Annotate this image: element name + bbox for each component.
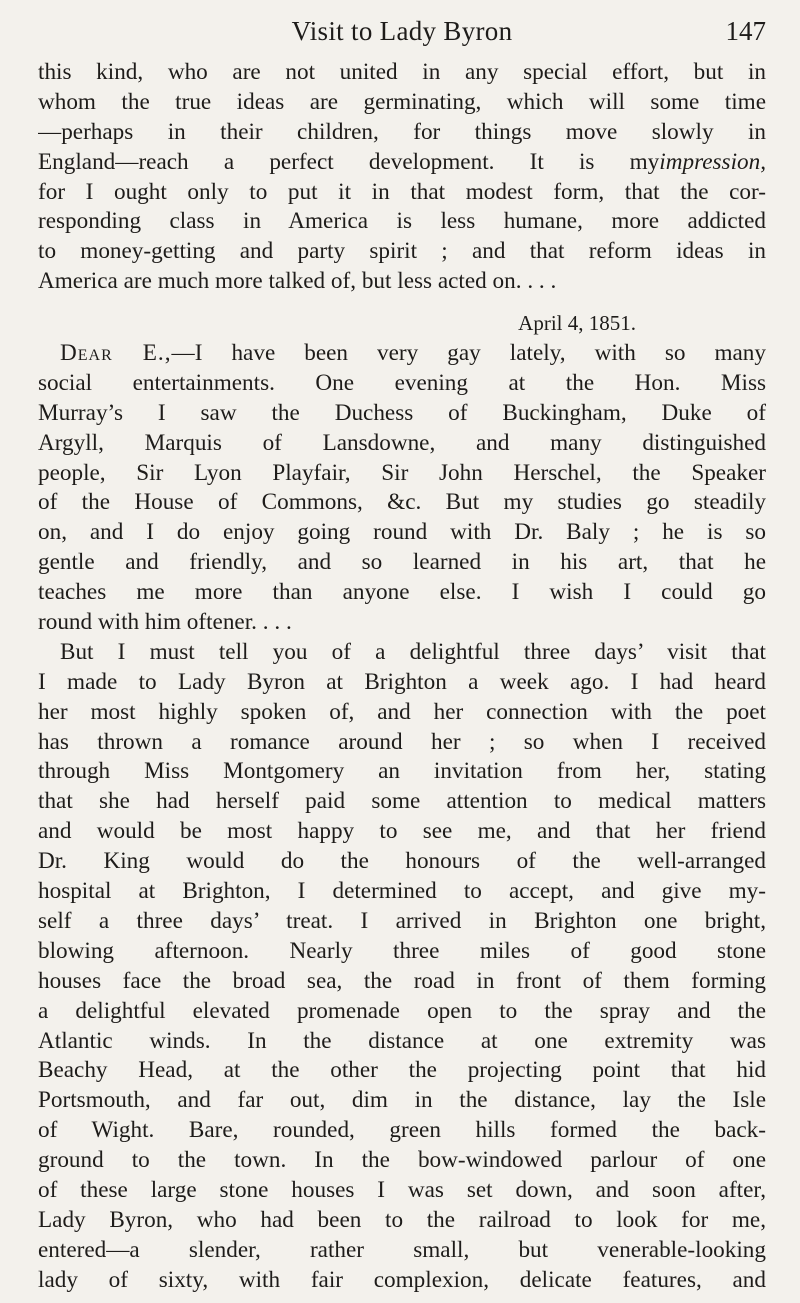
text-line: to money-getting and party spirit ; and that reform ideas in [38, 238, 766, 265]
text-line: Murray’s I saw the Duchess of Buckingham, Duke of [38, 399, 766, 426]
text-line: Beachy Head, at the other the projecting point that hid [38, 1057, 766, 1084]
paragraph [38, 58, 766, 297]
text-line: for I ought only to put it in that modest form, that the cor- [38, 178, 766, 205]
running-head [38, 14, 766, 54]
letter-date: April 4, 1851. [518, 311, 636, 336]
italic-word: impression, [659, 148, 766, 175]
text-line: self a three days’ treat. I arrived in Brighton one bright, [38, 907, 766, 934]
text-line: houses face the broad sea, the road in front of them forming [38, 967, 766, 994]
page-number: 147 [725, 16, 766, 46]
text-line: America are much more talked of, but less acted on. . . . [38, 268, 557, 295]
text-line: Atlantic winds. In the distance at one extremity was [38, 1027, 766, 1054]
text-line: of the House of Commons, &c. But my studies go steadily [38, 489, 766, 516]
text-line: teaches me more than anyone else. I wish I could go [38, 579, 766, 606]
text-line [38, 148, 766, 178]
body-text [38, 58, 766, 1296]
text-line: through Miss Montgomery an invitation from her, stating [38, 758, 766, 785]
text-line: people, Sir Lyon Playfair, Sir John Herschel, the Speaker [38, 459, 766, 486]
text-line: But I must tell you of a delightful three days’ visit that [60, 638, 766, 665]
text-line: that she had herself paid some attention to medical matters [38, 788, 766, 815]
book-page [38, 14, 766, 1296]
text-line: of Wight. Bare, rounded, green hills formed the back- [38, 1117, 766, 1144]
paragraph [38, 339, 766, 638]
text-line: on, and I do enjoy going round with Dr. Baly ; he is so [38, 519, 766, 546]
text-line: Lady Byron, who had been to the railroad to look for me, [38, 1206, 766, 1233]
text-line: her most highly spoken of, and her connection with the poet [38, 698, 766, 725]
text-line: gentle and friendly, and so learned in his art, that he [38, 549, 766, 576]
text-line: whom the true ideas are germinating, which will some time [38, 88, 766, 115]
text-line: Dr. King would do the honours of the well-arranged [38, 848, 766, 875]
text-line: I made to Lady Byron at Brighton a week ago. I had heard [38, 668, 766, 695]
text-line: this kind, who are not united in any special effort, but in [38, 59, 766, 85]
running-title: Visit to Lady Byron [291, 16, 513, 46]
text-line: ground to the town. In the bow-windowed parlour of one [38, 1147, 766, 1174]
text-line: round with him oftener. . . . [38, 609, 292, 636]
text-line: lady of sixty, with fair complexion, delicate features, and [38, 1266, 766, 1293]
text-line: responding class in America is less humane, more addicted [38, 208, 766, 235]
text-segment: —I have been very gay lately, with so many [171, 340, 766, 367]
text-line: Argyll, Marquis of Lansdowne, and many distinguished [38, 429, 766, 456]
text-line: blowing afternoon. Nearly three miles of good stone [38, 937, 766, 964]
text-line: Portsmouth, and far out, dim in the distance, lay the Isle [38, 1087, 766, 1114]
text-line: social entertainments. One evening at the Hon. Miss [38, 369, 766, 396]
text-line: —perhaps in their children, for things move slowly in [38, 118, 766, 145]
text-line: entered—a slender, rather small, but venerable-looking [38, 1236, 766, 1263]
text-line: hospital at Brighton, I determined to accept, and give my- [38, 878, 766, 905]
text-segment: England—reach a perfect development. It is my [38, 148, 660, 175]
text-line: of these large stone houses I was set down, and soon after, [38, 1176, 766, 1203]
text-line: has thrown a romance around her ; so when I received [38, 728, 766, 755]
text-line: and would be most happy to see me, and that her friend [38, 818, 766, 845]
text-line: a delightful elevated promenade open to the spray and the [38, 997, 766, 1024]
text-line [38, 339, 766, 369]
paragraph [38, 638, 766, 1296]
salutation: Dear E., [60, 340, 172, 367]
